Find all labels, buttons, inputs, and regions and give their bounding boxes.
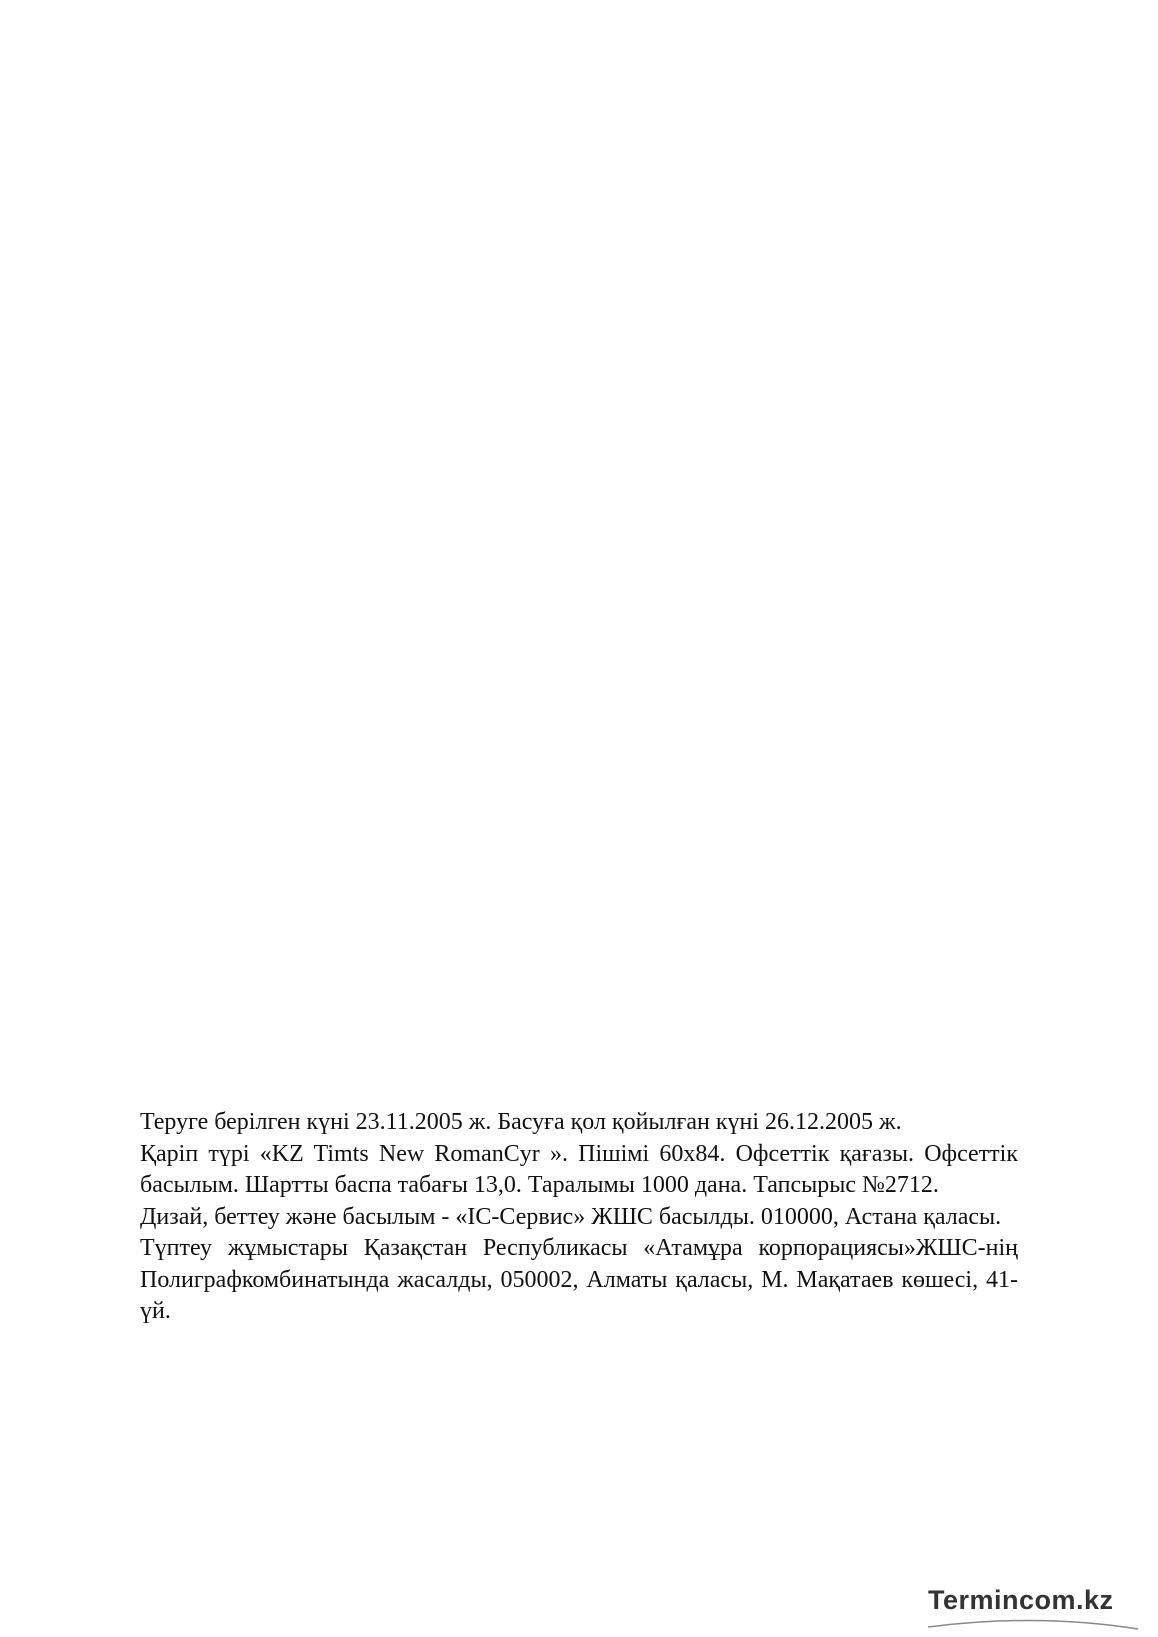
imprint-format: Қаріп түрі «KZ Timts New RomanCyr ». Пішімі 60х84. Офсеттік қағазы. Офсеттік басылым. Шартты баспа табағы 13,0. Таралымы 1000 дана. Тапсырыс №2712. bbox=[140, 1140, 1018, 1198]
imprint-printer: Дизай, беттеу және басылым - «ІС-Сервис» ЖШС басылды. 010000, Астана қаласы. bbox=[140, 1203, 1002, 1230]
watermark-text: Termincom.kz bbox=[928, 1585, 1114, 1615]
imprint-dates: Теруге берілген күні 23.11.2005 ж. Басуға қол қойылған күні 26.12.2005 ж. bbox=[140, 1109, 902, 1135]
watermark-logo bbox=[928, 1583, 1140, 1631]
imprint-block bbox=[140, 1107, 1018, 1328]
imprint-binding: Түптеу жұмыстары Қазақстан Республикасы «Атамұра корпорациясы»ЖШС-нің Полиграфкомбинатында жасалды, 050002, Алматы қаласы, М. Мақатаев көшесі, 41-үй. bbox=[140, 1235, 1018, 1324]
